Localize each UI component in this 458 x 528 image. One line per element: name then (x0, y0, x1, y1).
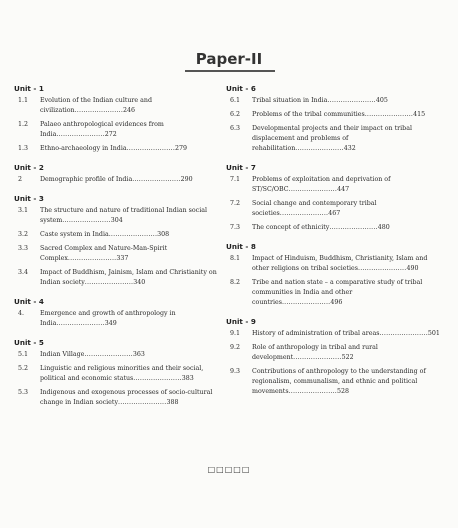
unit-heading: Unit - 7 (226, 163, 256, 172)
page-number: 340 (133, 279, 146, 286)
entry-title (40, 144, 220, 154)
title-underline (185, 70, 275, 72)
entry-number: 6.2 (230, 111, 241, 118)
entry-number: 5.1 (18, 351, 29, 358)
toc-entry[interactable] (14, 175, 220, 185)
toc-entry[interactable] (14, 309, 220, 329)
toc-entry[interactable] (226, 110, 440, 120)
entry-title (252, 110, 440, 120)
entry-title (252, 124, 440, 154)
entry-number: 7.1 (230, 176, 241, 183)
entry-title-text: Evolution of the Indian culture and civilization (40, 97, 153, 114)
footer-mark: □□□□□ (207, 465, 251, 474)
entry-number: 3.1 (18, 207, 29, 214)
page-number: 290 (180, 176, 193, 183)
entry-title (252, 367, 440, 397)
dot-leader: ...................... (62, 217, 111, 224)
entry-title-text: Problems of the tribal communities (252, 111, 365, 118)
dot-leader: ...................... (132, 176, 181, 183)
page-number: 383 (181, 375, 194, 382)
entry-title (40, 309, 220, 329)
toc-entry[interactable] (226, 199, 440, 219)
entry-title (252, 223, 440, 233)
entry-number: 8.1 (230, 255, 241, 262)
entry-number: 8.2 (230, 279, 241, 286)
toc-entry[interactable] (14, 230, 220, 240)
unit-heading: Unit - 8 (226, 242, 256, 251)
entry-title-text: Developmental projects and their impact on tribal displacement and problems of rehabilitation (252, 125, 412, 152)
page-number: 349 (104, 320, 117, 327)
page-number: 432 (343, 145, 356, 152)
dot-leader: ...................... (327, 97, 376, 104)
toc-entry[interactable] (226, 124, 440, 154)
entry-title (40, 206, 220, 226)
entry-title (40, 244, 220, 264)
entry-title-text: Linguistic and religious minorities and their social, political and economic status (40, 365, 204, 382)
toc-entry[interactable] (14, 206, 220, 226)
dot-leader: ...................... (379, 330, 428, 337)
entry-number: 9.2 (230, 344, 241, 351)
page-number: 496 (330, 299, 343, 306)
entry-number: 9.1 (230, 330, 241, 337)
entry-title (252, 96, 440, 106)
page-number: 388 (166, 399, 179, 406)
entry-title-text: Palaeo anthropological evidences from India (40, 121, 164, 138)
entry-title (252, 175, 440, 195)
toc-entry[interactable] (226, 278, 440, 308)
dot-leader: ...................... (56, 320, 105, 327)
entry-title-text: Indian Village (40, 351, 85, 358)
entry-number: 3.3 (18, 245, 29, 252)
dot-leader: ...................... (74, 107, 124, 114)
page-number: 308 (157, 231, 170, 238)
dot-leader: ...................... (84, 351, 133, 358)
entry-title-text: Problems of exploitation and deprivation of ST/SC/OBC (252, 176, 391, 193)
toc-entry[interactable] (226, 96, 440, 106)
toc-entry[interactable] (14, 244, 220, 264)
entry-title (252, 329, 440, 339)
page-number: 501 (427, 330, 440, 337)
entry-title (40, 388, 220, 408)
page-number: 363 (132, 351, 145, 358)
dot-leader: ...................... (133, 375, 182, 382)
entry-number: 2 (18, 176, 23, 183)
unit-heading: Unit - 4 (14, 297, 44, 306)
page-number: 405 (375, 97, 388, 104)
page-number: 246 (123, 107, 136, 114)
dot-leader: ...................... (293, 354, 342, 361)
page-title: Paper-II (195, 50, 263, 68)
page-number: 522 (341, 354, 354, 361)
dot-leader: ...................... (288, 186, 338, 193)
entry-title-text: Indigenous and exogenous processes of socio-cultural change in Indian society (40, 389, 213, 406)
entry-number: 5.2 (18, 365, 29, 372)
dot-leader: ...................... (118, 399, 167, 406)
entry-title (40, 96, 220, 116)
page-number: 490 (406, 265, 419, 272)
right-column (226, 84, 440, 401)
page-number: 480 (377, 224, 390, 231)
entry-title-text: Demographic profile of India (40, 176, 133, 183)
page-number: 279 (175, 145, 188, 152)
entry-number: 3.4 (18, 269, 29, 276)
dot-leader: ...................... (126, 145, 176, 152)
dot-leader: ...................... (364, 111, 414, 118)
entry-title (252, 199, 440, 219)
page-number: 415 (413, 111, 426, 118)
entry-title-text: Impact of Hinduism, Buddhism, Christianity, Islam and other religions on tribal societies (252, 255, 428, 272)
toc-entry[interactable] (226, 175, 440, 195)
page-number: 528 (337, 388, 350, 395)
entry-title-text: History of administration of tribal areas (252, 330, 380, 337)
entry-title-text: Tribe and nation state – a comparative study of tribal communities in India and other countries (252, 279, 423, 306)
entry-title-text: Sacred Complex and Nature-Man-Spirit Complex (40, 245, 168, 262)
toc-entry[interactable] (226, 254, 440, 274)
toc-entry[interactable] (14, 388, 220, 408)
entry-title (40, 268, 220, 288)
unit-heading: Unit - 1 (14, 84, 44, 93)
toc-entry[interactable] (14, 96, 220, 116)
dot-leader: ...................... (281, 299, 331, 306)
entry-title-text: Contributions of anthropology to the understanding of regionalism, communalism, and ethnic and political movements (252, 368, 426, 395)
entry-title (252, 254, 440, 274)
entry-title-text: Impact of Buddhism, Jainism, Islam and Christianity on Indian society (40, 269, 217, 286)
entry-number: 7.3 (230, 224, 241, 231)
toc-entry[interactable] (14, 268, 220, 288)
entry-title (252, 278, 440, 308)
unit-heading: Unit - 9 (226, 317, 256, 326)
entry-number: 1.2 (18, 121, 29, 128)
dot-leader: ...................... (329, 224, 378, 231)
entry-title-text: Tribal situation in India (252, 97, 328, 104)
entry-title (40, 175, 220, 185)
entry-number: 3.2 (18, 231, 29, 238)
dot-leader: ...................... (288, 388, 337, 395)
toc-entry[interactable] (14, 120, 220, 140)
dot-leader: ...................... (108, 231, 158, 238)
page-number: 304 (110, 217, 123, 224)
entry-title (252, 343, 440, 363)
unit-heading: Unit - 2 (14, 163, 44, 172)
toc-entry[interactable] (226, 329, 440, 339)
page-number: 272 (104, 131, 117, 138)
entry-number: 4. (18, 310, 25, 317)
entry-title-text: Ethno-archaeology in India (40, 145, 127, 152)
page-number: 337 (116, 255, 129, 262)
entry-title-text: The structure and nature of traditional Indian social system (40, 207, 207, 224)
page-number: 447 (337, 186, 350, 193)
entry-number: 7.2 (230, 200, 241, 207)
toc-entry[interactable] (14, 144, 220, 154)
entry-title-text: Caste system in India (40, 231, 109, 238)
entry-number: 1.1 (18, 97, 29, 104)
toc-entry[interactable] (226, 343, 440, 363)
entry-title (40, 120, 220, 140)
entry-title-text: Social change and contemporary tribal societies (252, 200, 377, 217)
entry-title (40, 364, 220, 384)
dot-leader: ...................... (295, 145, 344, 152)
entry-number: 6.3 (230, 125, 241, 132)
entry-title-text: The concept of ethnicity (252, 224, 330, 231)
entry-title-text: Emergence and growth of anthropology in India (40, 310, 176, 327)
dot-leader: ...................... (84, 279, 134, 286)
dot-leader: ...................... (279, 210, 329, 217)
toc-entry[interactable] (226, 367, 440, 397)
toc-entry[interactable] (226, 223, 440, 233)
dot-leader: ...................... (358, 265, 407, 272)
entry-number: 1.3 (18, 145, 29, 152)
toc-entry[interactable] (14, 350, 220, 360)
entry-title (40, 230, 220, 240)
dot-leader: ...................... (67, 255, 117, 262)
page-number: 467 (328, 210, 341, 217)
left-column (14, 84, 220, 412)
unit-heading: Unit - 6 (226, 84, 256, 93)
entry-number: 6.1 (230, 97, 241, 104)
toc-entry[interactable] (14, 364, 220, 384)
entry-number: 5.3 (18, 389, 29, 396)
entry-number: 9.3 (230, 368, 241, 375)
entry-title (40, 350, 220, 360)
dot-leader: ...................... (56, 131, 105, 138)
unit-heading: Unit - 3 (14, 194, 44, 203)
entry-title-text: Role of anthropology in tribal and rural development (252, 344, 378, 361)
unit-heading: Unit - 5 (14, 338, 44, 347)
